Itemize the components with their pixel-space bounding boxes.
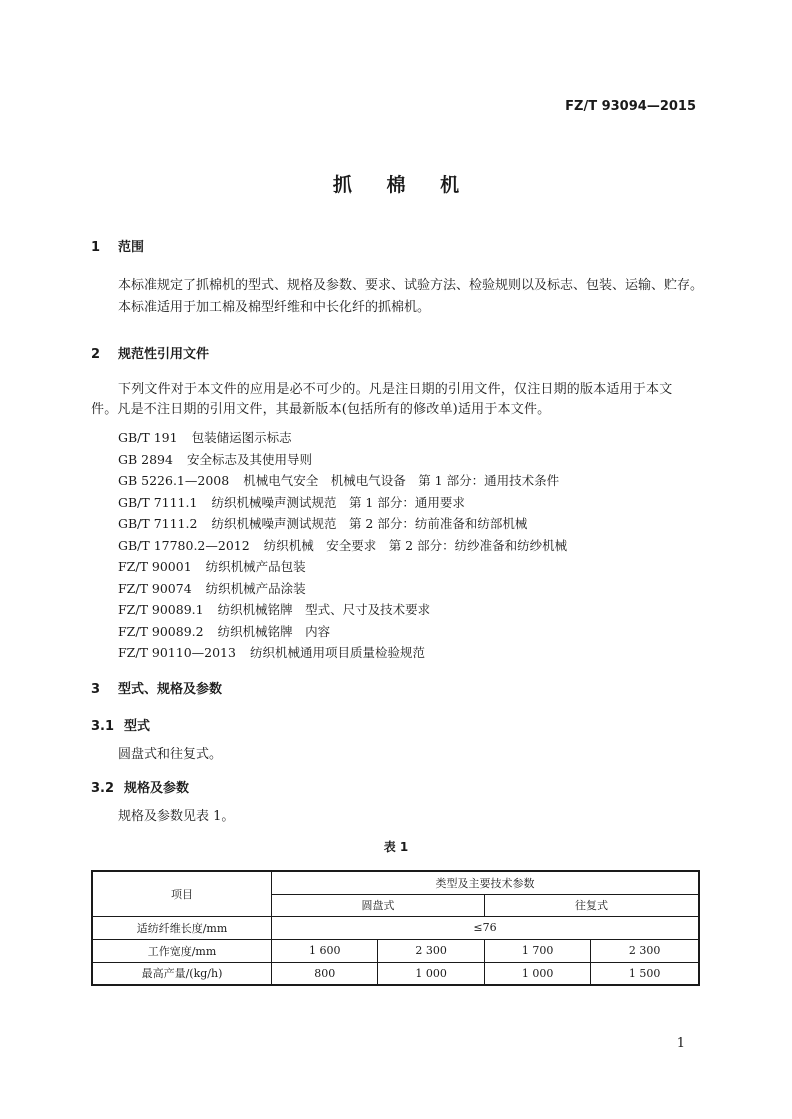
spec-table <box>91 870 700 986</box>
table-caption: 表 1 <box>383 840 409 854</box>
section-2-heading <box>91 343 209 362</box>
section-number: 3 <box>91 682 101 697</box>
reference-item <box>118 427 567 449</box>
row-label: 工作宽度/mm <box>92 939 272 962</box>
row-label: 最高产量/(kg/h) <box>92 962 272 985</box>
document-title: 抓 棉 机 <box>332 174 474 196</box>
scope-paragraph-2: 本标准适用于加工棉及棉型纤维和中长化纤的抓棉机。 <box>118 300 431 315</box>
reference-title: 纺织机械铭牌 内容 <box>217 623 331 639</box>
table-cell: 1 000 <box>378 962 484 985</box>
header-type-round: 圆盘式 <box>272 894 485 916</box>
reference-title: 纺织机械通用项目质量检验规范 <box>249 645 425 660</box>
header-group: 类型及主要技术参数 <box>272 871 700 894</box>
table-cell: 1 700 <box>484 939 590 962</box>
reference-code: GB 5226.1—2008 <box>118 473 230 488</box>
reference-title: 纺织机械 安全要求 第 2 部分：纺纱准备和纺纱机械 <box>263 537 568 553</box>
reference-code: GB/T 17780.2—2012 <box>118 537 250 553</box>
section-number: 2 <box>91 347 101 362</box>
reference-code: FZ/T 90001 <box>118 559 192 574</box>
section-title: 范围 <box>118 240 145 255</box>
table-cell: 1 000 <box>484 962 590 985</box>
reference-code: FZ/T 90089.1 <box>118 602 204 617</box>
section-title: 规格及参数 <box>124 781 190 796</box>
reference-item <box>118 621 567 643</box>
reference-item <box>118 599 567 621</box>
section-3-1-heading <box>91 715 150 734</box>
scope-paragraph-1: 本标准规定了抓棉机的型式、规格及参数、要求、试验方法、检验规则以及标志、包装、运输、贮存。 <box>118 278 704 293</box>
reference-list <box>118 427 567 664</box>
table-row <box>92 962 699 985</box>
reference-item <box>118 535 567 557</box>
reference-item <box>118 642 567 664</box>
reference-code: GB 2894 <box>118 451 173 467</box>
section-number: 1 <box>91 240 101 255</box>
reference-title: 纺织机械噪声测试规范 第 1 部分：通用要求 <box>211 494 465 510</box>
table-cell: 1 600 <box>272 939 378 962</box>
reference-code: FZ/T 90110—2013 <box>118 645 236 660</box>
reference-title: 纺织机械铭牌 型式、尺寸及技术要求 <box>217 602 431 617</box>
section-1-heading <box>91 236 144 255</box>
page-number: 1 <box>676 1036 685 1051</box>
reference-title: 纺织机械产品包装 <box>205 559 306 574</box>
section-title: 规范性引用文件 <box>118 347 210 362</box>
reference-title: 机械电气安全 机械电气设备 第 1 部分：通用技术条件 <box>243 473 560 488</box>
reference-item <box>118 513 567 535</box>
references-intro: 下列文件对于本文件的应用是必不可少的。凡是注日期的引用文件，仅注日期的版本适用于本文件。凡是不注日期的引用文件，其最新版本(包括所有的修改单)适用于本文件。 <box>91 382 673 417</box>
section-number: 3.2 <box>91 781 115 796</box>
reference-title: 安全标志及其使用导则 <box>186 451 312 467</box>
section-3-heading <box>91 678 222 697</box>
table-cell: ≤76 <box>272 916 700 939</box>
reference-item <box>118 449 567 471</box>
reference-item <box>118 470 567 492</box>
reference-code: GB/T 191 <box>118 430 178 445</box>
table-cell: 1 500 <box>591 962 699 985</box>
row-label: 适纺纤维长度/mm <box>92 916 272 939</box>
reference-code: FZ/T 90074 <box>118 580 192 596</box>
spec-paragraph: 规格及参数见表 1。 <box>118 809 235 824</box>
table-row <box>92 939 699 962</box>
section-title: 型式 <box>124 719 151 734</box>
reference-code: GB/T 7111.1 <box>118 494 198 510</box>
reference-code: GB/T 7111.2 <box>118 516 198 531</box>
reference-item <box>118 578 567 600</box>
reference-item <box>118 492 567 514</box>
table-header-row <box>92 871 699 894</box>
section-title: 型式、规格及参数 <box>118 682 223 697</box>
reference-title: 包装储运图示标志 <box>191 430 292 445</box>
standard-number: FZ/T 93094—2015 <box>565 99 696 114</box>
header-item: 项目 <box>92 871 272 916</box>
type-paragraph: 圆盘式和往复式。 <box>118 747 223 762</box>
reference-title: 纺织机械噪声测试规范 第 2 部分：纺前准备和纺部机械 <box>211 516 528 531</box>
table-cell: 800 <box>272 962 378 985</box>
table-cell: 2 300 <box>378 939 484 962</box>
section-number: 3.1 <box>91 719 115 734</box>
header-type-reciprocating: 往复式 <box>484 894 699 916</box>
table-cell: 2 300 <box>591 939 699 962</box>
reference-item <box>118 556 567 578</box>
table-row <box>92 916 699 939</box>
reference-title: 纺织机械产品涂装 <box>205 580 306 596</box>
reference-code: FZ/T 90089.2 <box>118 623 204 639</box>
section-3-2-heading <box>91 777 189 796</box>
